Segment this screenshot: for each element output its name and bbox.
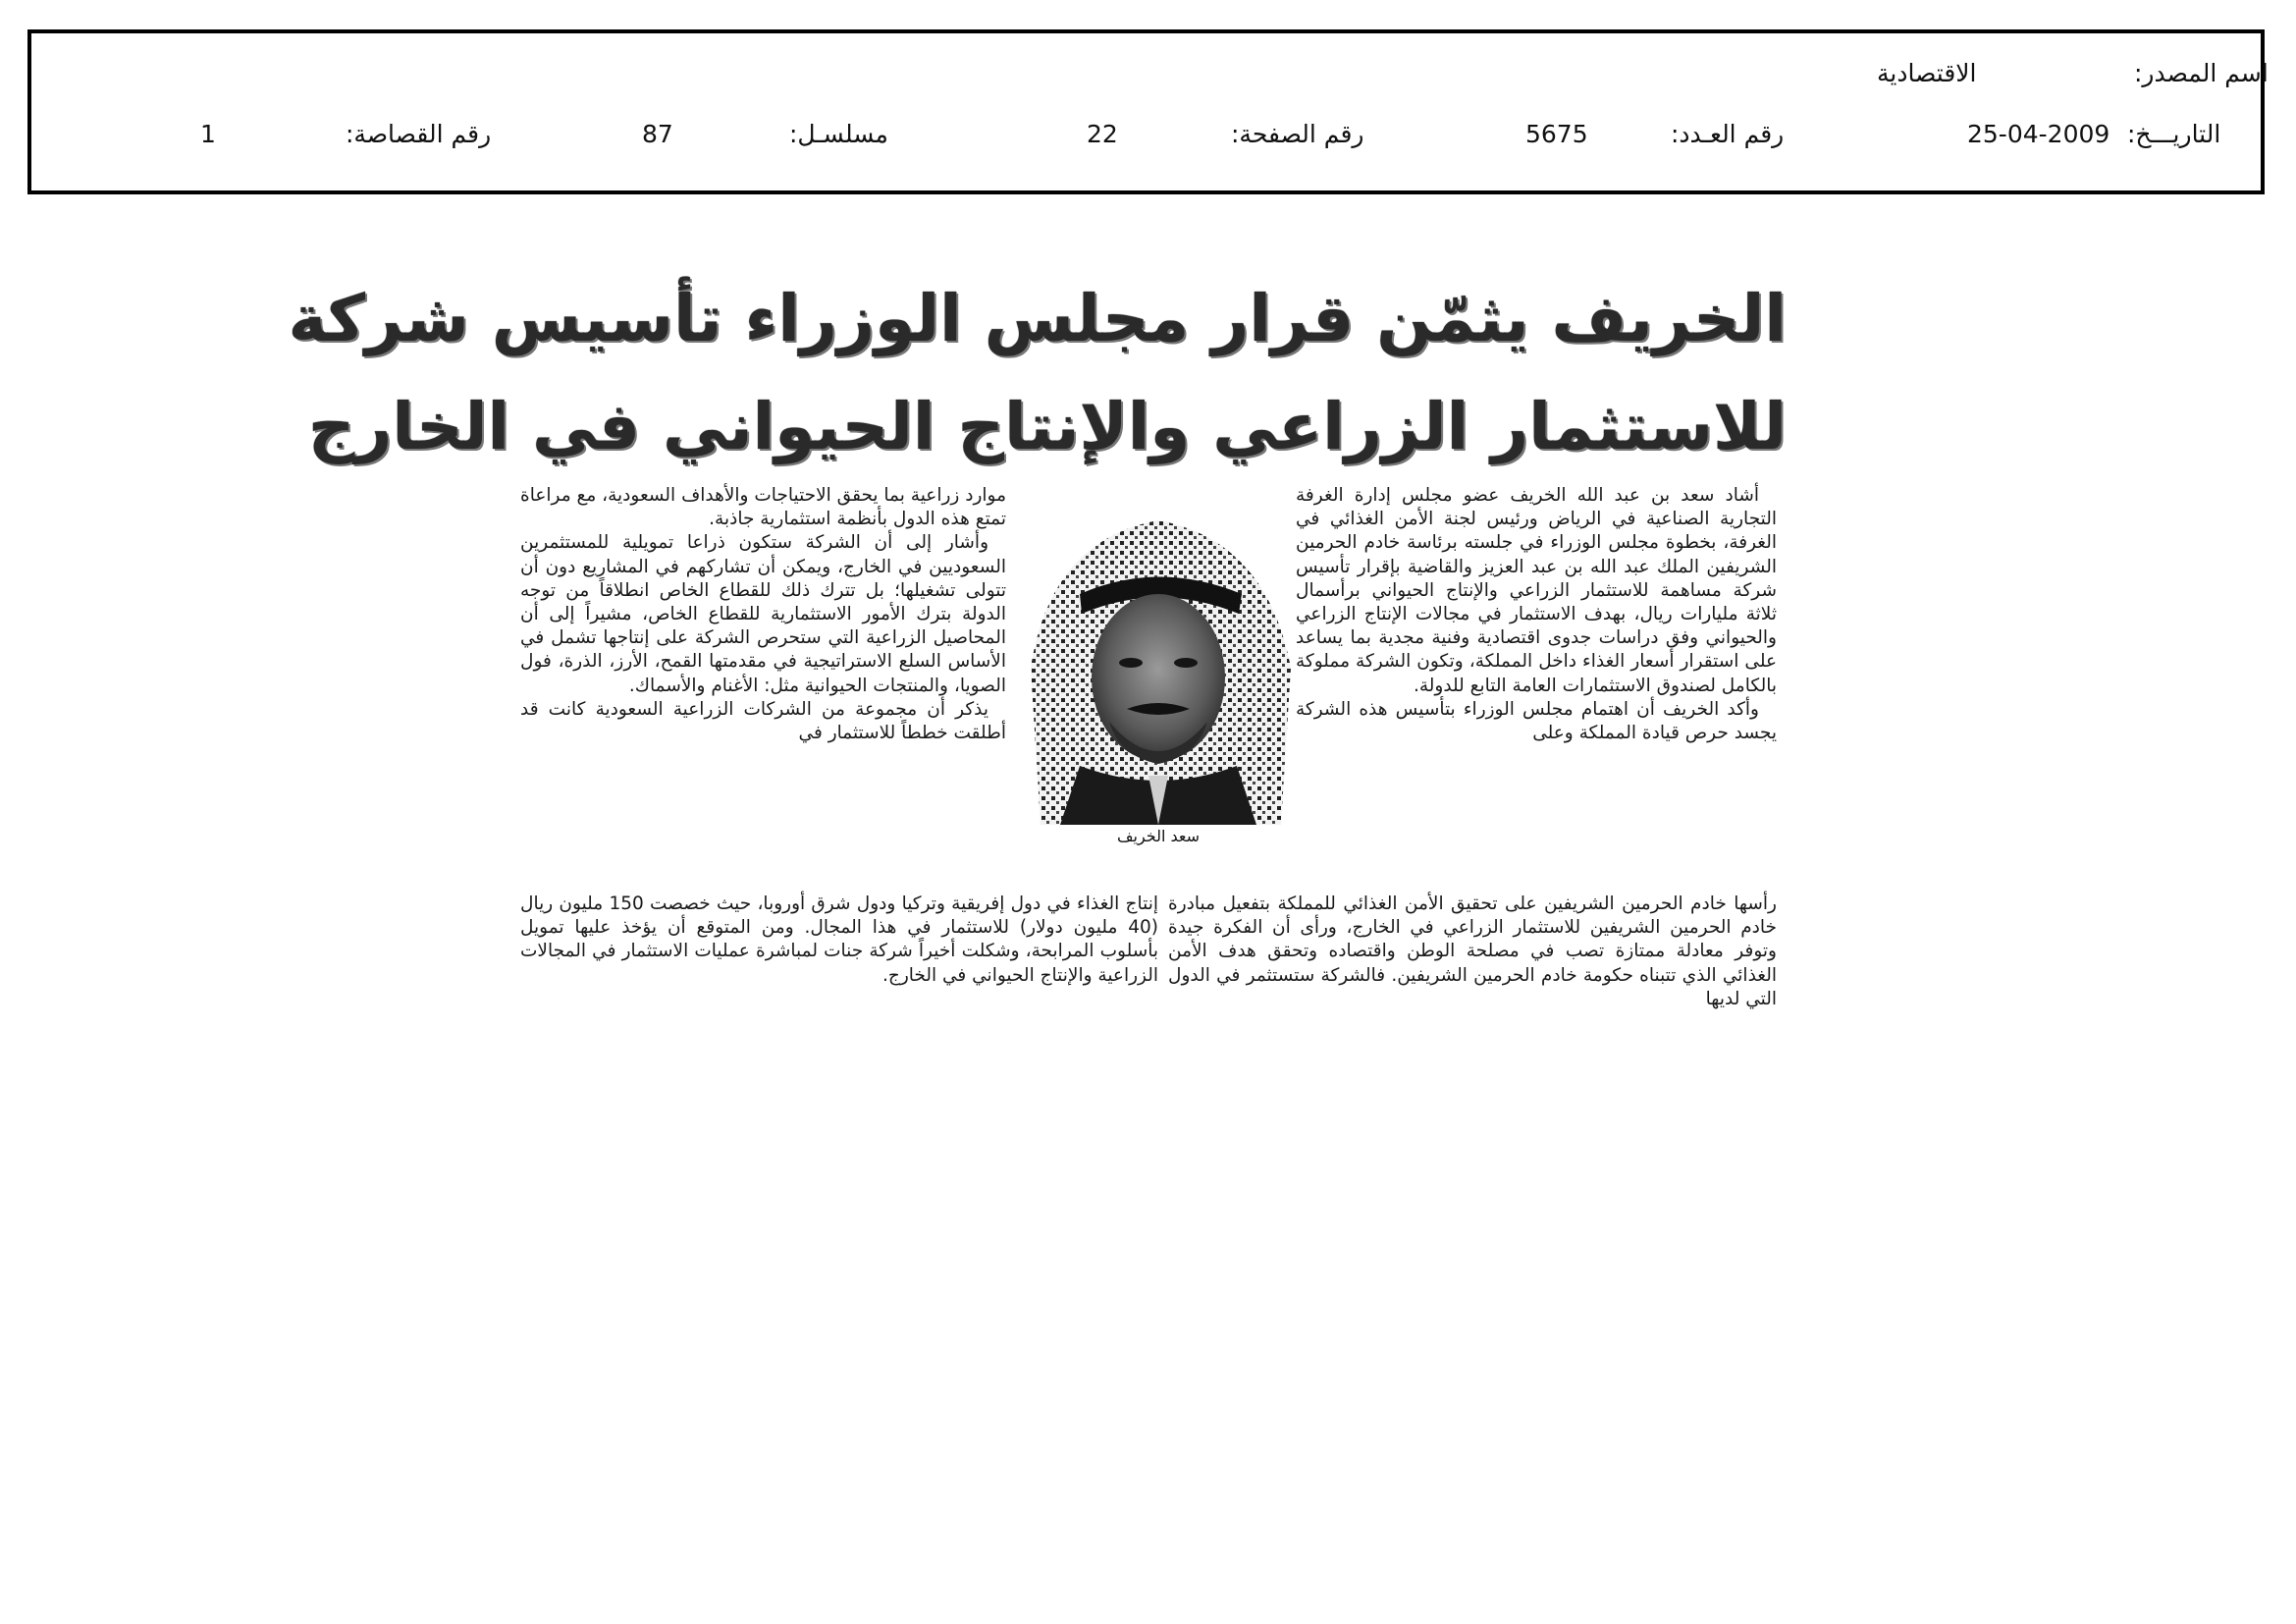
paragraph: رأسها خادم الحرمين الشريفين على تحقيق الأمن الغذائي للمملكة بتفعيل مبادرة خادم الحرمين الشريفين للاستثمار الزراعي في الخارج، ورأى أن الفكرة جيدة وتوفر معادلة ممتازة تصب في مصلحة الوطن واقتصاده وتحقق هدف الأمن الغذائي الذي تتبناه حكومة خادم الحرمين الشريفين. فالشركة ستستثمر في الدول التي لديها	[1168, 893, 1777, 1009]
portrait-image	[1011, 501, 1306, 825]
issue-value: 5675	[1525, 120, 1588, 148]
serial-value: 87	[642, 120, 673, 148]
serial-label: مسلسـل:	[789, 120, 888, 148]
headline-line-1: الخريف يثمّن قرار مجلس الوزراء تأسيس شركة	[288, 281, 1787, 356]
date-label: التاريـــخ:	[2127, 120, 2221, 148]
paragraph: يذكر أن مجموعة من الشركات الزراعية السعودية كانت قد أطلقت خططاً للاستثمار في	[520, 698, 1006, 744]
issue-label: رقم العـدد:	[1671, 120, 1785, 148]
article-column-wide	[1168, 893, 1777, 1011]
article-column-right	[1296, 484, 1777, 745]
article-column-bottom-left	[520, 893, 1158, 988]
article-column-left	[520, 484, 1006, 745]
page-label: رقم الصفحة:	[1231, 120, 1364, 148]
source-label: اسم المصدر:	[2134, 59, 2269, 87]
paragraph: موارد زراعية بما يحقق الاحتياجات والأهداف السعودية، مع مراعاة تمتع هذه الدول بأنظمة استثمارية جاذبة.	[520, 485, 1006, 530]
paragraph: وأكد الخريف أن اهتمام مجلس الوزراء بتأسيس هذه الشركة يجسد حرص قيادة المملكة وعلى	[1296, 698, 1777, 744]
portrait-photo	[1011, 501, 1306, 825]
headline-line-2: للاستثمار الزراعي والإنتاج الحيواني في الخارج	[307, 389, 1787, 464]
paragraph: أشاد سعد بن عبد الله الخريف عضو مجلس إدارة الغرفة التجارية الصناعية في الرياض ورئيس لجنة الأمن الغذائي في الغرفة، بخطوة مجلس الوزراء في جلسته برئاسة خادم الحرمين الشريفين الملك عبد الله بن عبد العزيز والقاضية بإقرار تأسيس شركة مساهمة للاستثمار الزراعي والإنتاج الحيواني برأسمال ثلاثة مليارات ريال، بهدف الاستثمار في مجالات الإنتاج الزراعي والحيواني وفق دراسات جدوى اقتصادية وفنية مجدية بما يساعد على استقرار أسعار الغذاء داخل المملكة، وتكون الشركة مملوكة بالكامل لصندوق الاستثمارات العامة التابع للدولة.	[1296, 485, 1777, 696]
clipping-header-box	[27, 29, 2269, 194]
clip-number-label: رقم القصاصة:	[346, 120, 492, 148]
article-headline	[288, 265, 1787, 481]
photo-caption: سعد الخريف	[1116, 827, 1201, 845]
clip-number-value: 1	[200, 120, 216, 148]
paragraph: وأشار إلى أن الشركة ستكون ذراعا تمويلية للمستثمرين السعوديين في الخارج، ويمكن أن تشاركهم في المشاريع دون أن تتولى تشغيلها؛ بل تترك ذلك للقطاع الخاص انطلاقاً من توجه الدولة بترك الأمور الاستثمارية للقطاع الخاص، مشيراً إلى أن المحاصيل الزراعية التي ستحرص الشركة على إنتاجها تشمل في الأساس السلع الاستراتيجية في مقدمتها القمح، الأرز، الذرة، فول الصويا، والمنتجات الحيوانية مثل: الأغنام والأسماك.	[520, 532, 1006, 696]
page-value: 22	[1087, 120, 1118, 148]
paragraph: إنتاج الغذاء في دول إفريقية وتركيا ودول شرق أوروبا، حيث خصصت 150 مليون ريال (40 مليون دولار) للاستثمار في هذا المجال. ومن المتوقع أن يؤخذ عليها تمويل بأسلوب المرابحة، وشكلت أخيراً شركة جنات لمباشرة عمليات الاستثمار في المجالات الزراعية والإنتاج الحيواني في الخارج.	[520, 893, 1158, 986]
date-value: 25-04-2009	[1967, 120, 2110, 148]
source-value: الاقتصادية	[1877, 59, 1977, 87]
